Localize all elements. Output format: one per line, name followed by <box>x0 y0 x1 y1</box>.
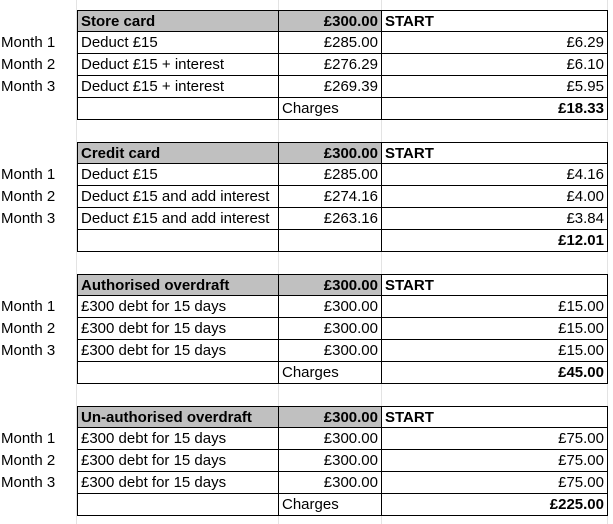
balance-cell[interactable]: £300.00 <box>279 340 382 362</box>
description-cell[interactable]: Deduct £15 <box>77 32 279 54</box>
section-title-cell[interactable]: Authorised overdraft <box>77 274 279 296</box>
balance-cell[interactable]: £285.00 <box>279 164 382 186</box>
month-label-cell[interactable]: Month 3 <box>1 474 56 491</box>
table-row <box>0 186 613 208</box>
charge-cell[interactable]: £6.29 <box>382 32 608 54</box>
total-row <box>0 230 613 252</box>
balance-cell[interactable]: £269.39 <box>279 76 382 98</box>
charge-cell[interactable]: £4.16 <box>382 164 608 186</box>
charge-cell[interactable]: £5.95 <box>382 76 608 98</box>
section-header-row <box>0 274 613 296</box>
total-charges-cell[interactable]: £18.33 <box>382 98 608 120</box>
total-charges-cell[interactable]: £45.00 <box>382 362 608 384</box>
start-label-cell[interactable]: START <box>382 10 608 32</box>
balance-cell[interactable]: £300.00 <box>279 296 382 318</box>
empty-cell[interactable] <box>77 98 279 120</box>
section-header-row <box>0 142 613 164</box>
start-amount-cell[interactable]: £300.00 <box>279 274 382 296</box>
month-label-cell[interactable]: Month 2 <box>1 320 56 337</box>
month-label-cell[interactable]: Month 3 <box>1 78 56 95</box>
empty-cell[interactable] <box>77 362 279 384</box>
table-row <box>0 340 613 362</box>
start-amount-cell[interactable]: £300.00 <box>279 142 382 164</box>
charge-cell[interactable]: £15.00 <box>382 296 608 318</box>
table-row <box>0 208 613 230</box>
section-title-cell[interactable]: Un-authorised overdraft <box>77 406 279 428</box>
charge-cell[interactable]: £15.00 <box>382 340 608 362</box>
description-cell[interactable]: £300 debt for 15 days <box>77 472 279 494</box>
section-header-row <box>0 406 613 428</box>
charge-cell[interactable]: £75.00 <box>382 450 608 472</box>
description-cell[interactable]: £300 debt for 15 days <box>77 318 279 340</box>
charge-cell[interactable]: £3.84 <box>382 208 608 230</box>
total-charges-cell[interactable]: £225.00 <box>382 494 608 516</box>
table-row <box>0 450 613 472</box>
table-row <box>0 76 613 98</box>
description-cell[interactable]: Deduct £15 <box>77 164 279 186</box>
description-cell[interactable]: £300 debt for 15 days <box>77 340 279 362</box>
month-label-cell[interactable]: Month 3 <box>1 342 56 359</box>
month-label-cell[interactable]: Month 1 <box>1 430 56 447</box>
empty-cell[interactable] <box>77 494 279 516</box>
start-amount-cell[interactable]: £300.00 <box>279 10 382 32</box>
description-cell[interactable]: Deduct £15 + interest <box>77 76 279 98</box>
total-charges-cell[interactable]: £12.01 <box>382 230 608 252</box>
description-cell[interactable]: £300 debt for 15 days <box>77 296 279 318</box>
balance-cell[interactable]: £300.00 <box>279 318 382 340</box>
start-label-cell[interactable]: START <box>382 406 608 428</box>
month-label-cell[interactable]: Month 2 <box>1 56 56 73</box>
empty-cell[interactable] <box>77 230 279 252</box>
total-row <box>0 494 613 516</box>
balance-cell[interactable]: £276.29 <box>279 54 382 76</box>
month-label-cell[interactable]: Month 1 <box>1 34 56 51</box>
table-row <box>0 318 613 340</box>
table-row <box>0 54 613 76</box>
total-row <box>0 362 613 384</box>
start-label-cell[interactable]: START <box>382 142 608 164</box>
table-row <box>0 472 613 494</box>
description-cell[interactable]: £300 debt for 15 days <box>77 450 279 472</box>
total-row <box>0 98 613 120</box>
section-title-cell[interactable]: Store card <box>77 10 279 32</box>
section-header-row <box>0 10 613 32</box>
balance-cell[interactable]: £300.00 <box>279 472 382 494</box>
balance-cell[interactable]: £285.00 <box>279 32 382 54</box>
description-cell[interactable]: Deduct £15 and add interest <box>77 208 279 230</box>
charge-cell[interactable]: £6.10 <box>382 54 608 76</box>
table-row <box>0 296 613 318</box>
start-amount-cell[interactable]: £300.00 <box>279 406 382 428</box>
balance-cell[interactable]: £263.16 <box>279 208 382 230</box>
total-label-cell[interactable]: Charges <box>279 362 382 384</box>
table-row <box>0 32 613 54</box>
balance-cell[interactable]: £274.16 <box>279 186 382 208</box>
table-row <box>0 428 613 450</box>
description-cell[interactable]: Deduct £15 and add interest <box>77 186 279 208</box>
charge-cell[interactable]: £75.00 <box>382 428 608 450</box>
section-title-cell[interactable]: Credit card <box>77 142 279 164</box>
charge-cell[interactable]: £75.00 <box>382 472 608 494</box>
balance-cell[interactable]: £300.00 <box>279 428 382 450</box>
description-cell[interactable]: £300 debt for 15 days <box>77 428 279 450</box>
charge-cell[interactable]: £4.00 <box>382 186 608 208</box>
month-label-cell[interactable]: Month 1 <box>1 166 56 183</box>
charge-cell[interactable]: £15.00 <box>382 318 608 340</box>
month-label-cell[interactable]: Month 2 <box>1 452 56 469</box>
month-label-cell[interactable]: Month 2 <box>1 188 56 205</box>
table-row <box>0 164 613 186</box>
total-label-cell[interactable] <box>279 230 382 252</box>
description-cell[interactable]: Deduct £15 + interest <box>77 54 279 76</box>
month-label-cell[interactable]: Month 1 <box>1 298 56 315</box>
start-label-cell[interactable]: START <box>382 274 608 296</box>
total-label-cell[interactable]: Charges <box>279 98 382 120</box>
total-label-cell[interactable]: Charges <box>279 494 382 516</box>
month-label-cell[interactable]: Month 3 <box>1 210 56 227</box>
balance-cell[interactable]: £300.00 <box>279 450 382 472</box>
